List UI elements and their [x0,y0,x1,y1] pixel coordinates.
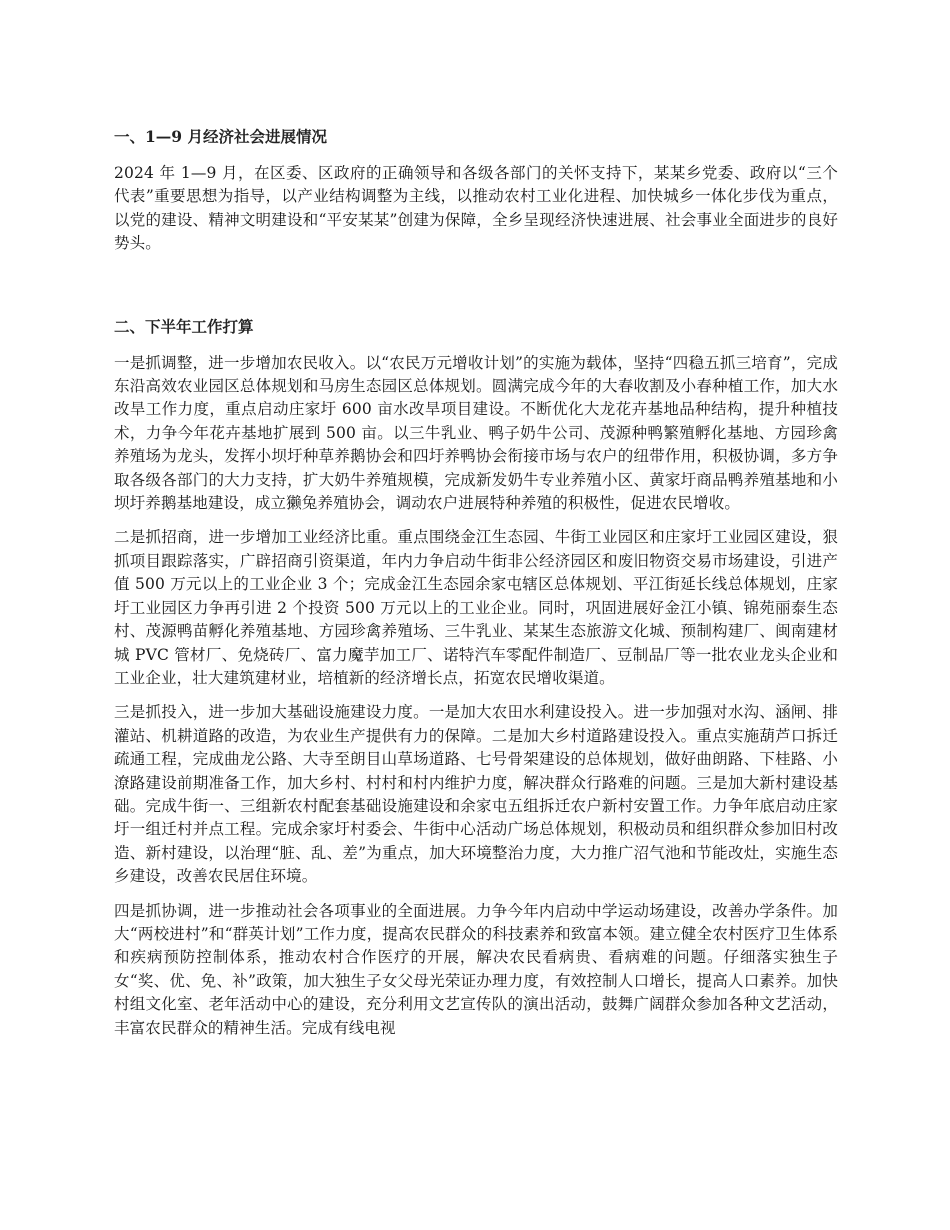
section-heading-plans: 二、下半年工作打算 [114,316,254,336]
paragraph-infrastructure: 三是抓投入，进一步加大基础设施建设力度。一是加大农田水利建设投入。进一步加强对水沟、涵闸、排灌站、机耕道路的改造，为农业生产提供有力的保障。二是加大乡村道路建设投入。重点实施葫芦口拆迁疏通工程，完成曲龙公路、大寺至朗目山草场道路、七号骨架建设的总体规划，做好曲朗路、下桂路、小潦路建设前期准备工作，加大乡村、村村和村内维护力度，解决群众行路难的问题。三是加大新村建设基础。完成牛街一、三组新农村配套基础设施建设和余家屯五组拆迁农户新村安置工作。力争年底启动庄家圩一组迁村并点工程。完成余家圩村委会、牛街中心活动广场总体规划，积极动员和组织群众参加旧村改造、新村建设，以治理“脏、乱、差”为重点，加大环境整治力度，大力推广沼气池和节能改灶，实施生态乡建设，改善农民居住环境。 [114,703,838,886]
document-page [114,126,838,1040]
paragraph-adjustment: 一是抓调整，进一步增加农民收入。以“农民万元增收计划”的实施为载体，坚持“四稳五抓三培育”，完成东沿高效农业园区总体规划和马房生态园区总体规划。圆满完成今年的大春收割及小春种植工作，加大水改旱工作力度，重点启动庄家圩 600 亩水改旱项目建设。不断优化大龙花卉基地品种结构，提升种植技术，力争今年花卉基地扩展到 500 亩。以三牛乳业、鸭子奶牛公司、茂源种鸭繁殖孵化基地、方园珍禽养殖场为龙头，发挥小坝圩种草养鹅协会和四圩养鸭协会衔接市场与农户的纽带作用，积极协调，多方争取各级各部门的大力支持，扩大奶牛养殖规模，完成新发奶牛专业养殖小区、黄家圩商品鸭养殖基地和小坝圩养鹅基地建设，成立獭兔养殖协会，调动农户进展特种养殖的积极性，促进农民增收。 [114,353,838,513]
paragraph-progress-summary: 2024 年 1—9 月，在区委、区政府的正确领导和各级各部门的关怀支持下，某某乡党委、政府以“三个代表”重要思想为指导，以产业结构调整为主线，以推动农村工业化进程、加快城乡一体化步伐为重点，以党的建设、精神文明建设和“平安某某”创建为保障，全乡呈现经济快速进展、社会事业全面进步的良好势头。 [114,164,838,253]
paragraph-coordination: 四是抓协调，进一步推动社会各项事业的全面进展。力争今年内启动中学运动场建设，改善办学条件。加大“两校进村”和“群英计划”工作力度，提高农民群众的科技素养和致富本领。建立健全农村医疗卫生体系和疾病预防控制体系，推动农村合作医疗的开展，解决农民看病贵、看病难的问题。仔细落实独生子女“奖、优、免、补”政策，加大独生子女父母光荣证办理力度，有效控制人口增长，提高人口素养。加快村组文化室、老年活动中心的建设，充分利用文艺宣传队的演出活动，鼓舞广阔群众参加各种文艺活动，丰富农民群众的精神生活。完成有线电视 [114,901,838,1037]
section-heading-progress: 一、1—9 月经济社会进展情况 [114,127,327,146]
paragraph-investment-attraction: 二是抓招商，进一步增加工业经济比重。重点围绕金江生态园、牛街工业园区和庄家圩工业园区建设，狠抓项目跟踪落实，广辟招商引资渠道，年内力争启动牛街非公经济园区和废旧物资交易市场建设，引进产值 500 万元以上的工业企业 3 个；完成金江生态园余家屯辖区总体规划、平江街延长线总体规划，庄家圩工业园区力争再引进 2 个投资 500 万元以上的工业企业。同时，巩固进展好金江小镇、锦苑丽泰生态村、茂源鸭苗孵化养殖基地、方园珍禽养殖场、三牛乳业、某某生态旅游文化城、预制构建厂、闽南建材城 PVC 管材厂、免烧砖厂、富力魔芋加工厂、诺特汽车零配件制造厂、豆制品厂等一批农业龙头企业和工业企业，壮大建筑建材业，培植新的经济增长点，拓宽农民增收渠道。 [114,528,838,687]
